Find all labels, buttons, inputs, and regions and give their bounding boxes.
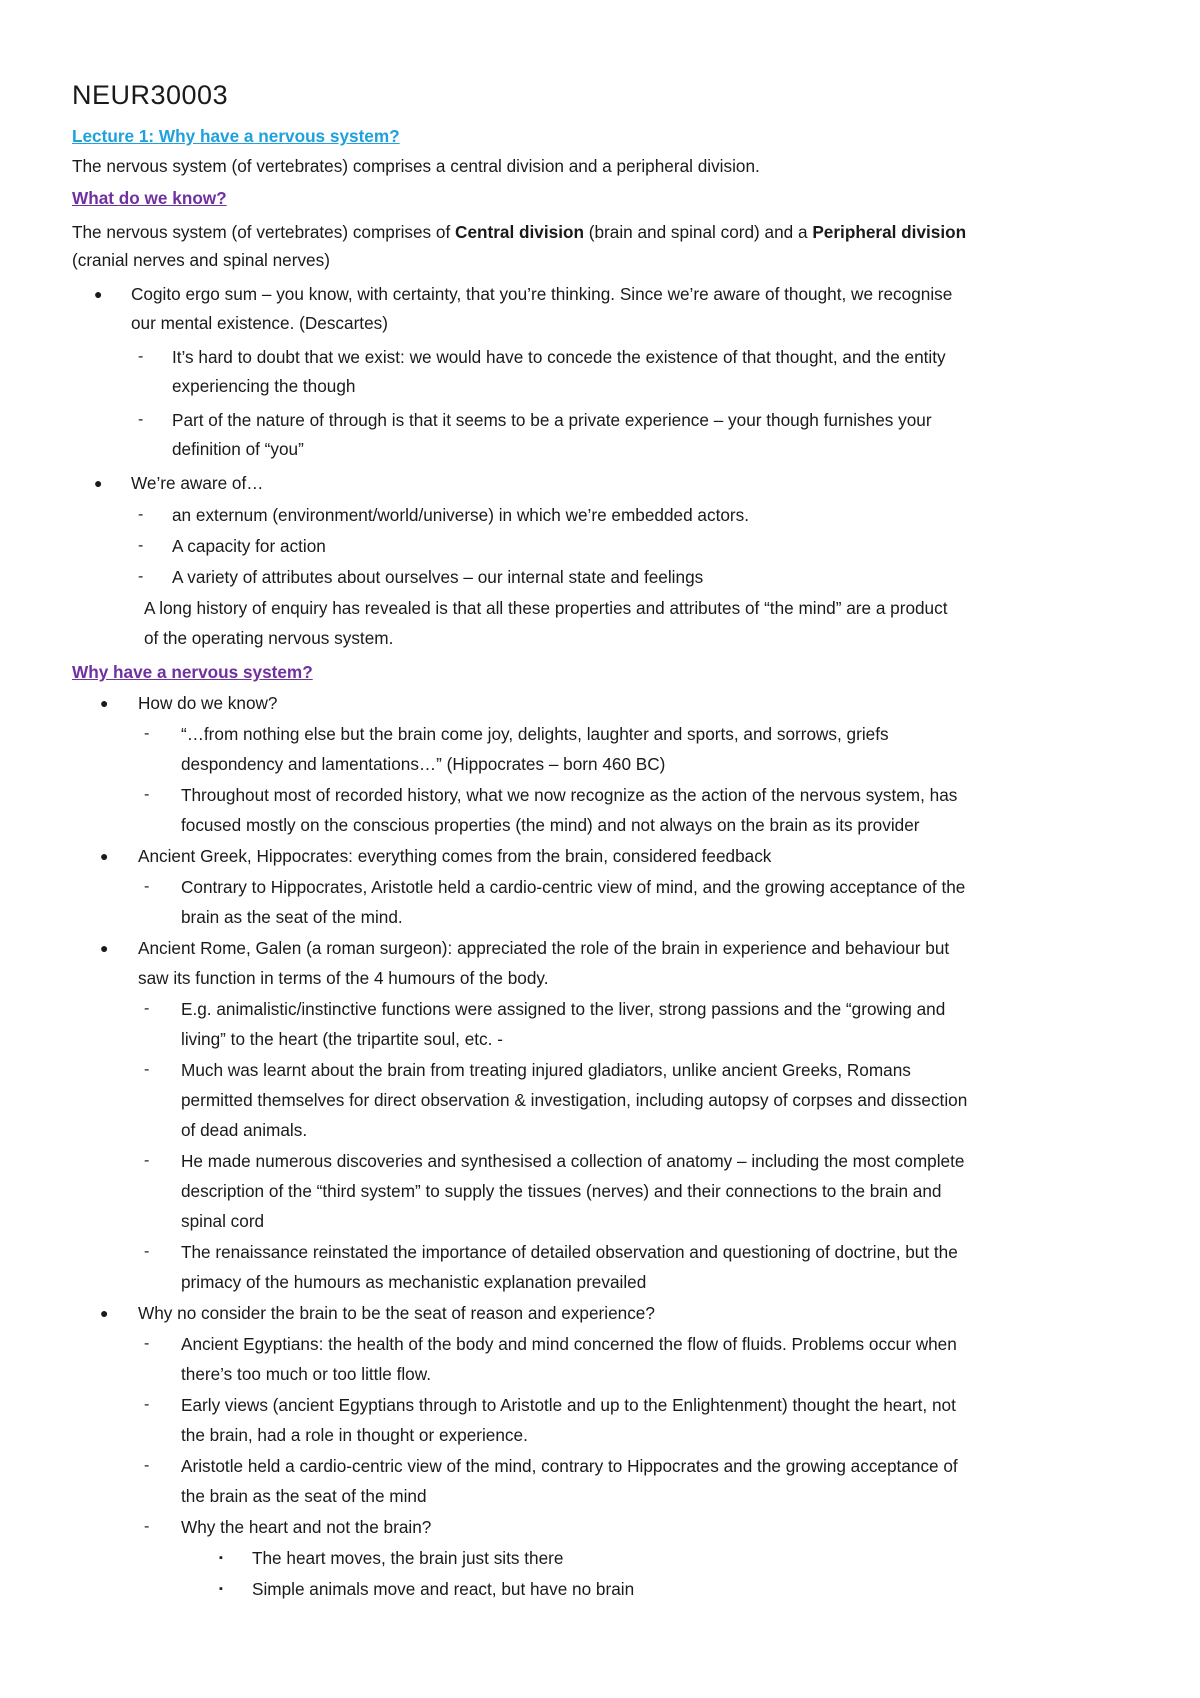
bullet-marker: ● [100,695,109,711]
dash-marker: - [138,537,144,554]
rome-sub-3-line-3: spinal cord [181,1211,265,1231]
cogito-sub-2-line-1: Part of the nature of through is that it seems to be a private experience – your though furnishes your [172,410,932,430]
seat-sub-1-line-2: there’s too much or too little flow. [181,1364,431,1384]
dash-marker: - [138,411,144,428]
aware-heading: We’re aware of… [131,473,264,493]
why-heading: Why have a nervous system? [72,662,313,682]
greek-sub-1-line-2: brain as the seat of the mind. [181,907,403,927]
rome-sub-1-line-1: E.g. animalistic/instinctive functions were assigned to the liver, strong passions and the “growing and [181,999,946,1019]
dash-marker: - [144,1518,150,1535]
square-marker: ▪ [219,1552,223,1564]
dash-marker: - [138,506,144,523]
aware-summary-line-1: A long history of enquiry has revealed is that all these properties and attributes of “the mind” are a product [144,598,948,618]
bullet-marker: ● [94,286,103,302]
bullet-marker: ● [100,1305,109,1321]
dash-marker: - [144,1243,150,1260]
cogito-sub-1-line-2: experiencing the though [172,376,356,396]
dash-marker: - [144,725,150,742]
aware-summary-line-2: of the operating nervous system. [144,628,394,648]
seat-sub-2-line-2: the brain, had a role in thought or experience. [181,1425,528,1445]
what-paragraph-line-2: (cranial nerves and spinal nerves) [72,250,330,270]
seat-sub-3-line-2: the brain as the seat of the mind [181,1486,427,1506]
seat-sub-1-line-1: Ancient Egyptians: the health of the body and mind concerned the flow of fluids. Problems occur when [181,1334,957,1354]
dash-marker: - [144,1152,150,1169]
aware-sub-2: A capacity for action [172,536,326,556]
dash-marker: - [138,568,144,585]
how-sub-2-line-2: focused mostly on the conscious properties (the mind) and not always on the brain as its provider [181,815,920,835]
rome-sub-1-line-2: living” to the heart (the tripartite soul, etc. - [181,1029,503,1049]
rome-sub-3-line-2: description of the “third system” to supply the tissues (nerves) and their connections to the brain and [181,1181,942,1201]
dash-marker: - [144,1335,150,1352]
cogito-line-1: Cogito ergo sum – you know, with certainty, that you’re thinking. Since we’re aware of thought, we recognise [131,284,953,304]
lecture-heading: Lecture 1: Why have a nervous system? [72,126,400,146]
rome-sub-4-line-1: The renaissance reinstated the importance of detailed observation and questioning of doctrine, but the [181,1242,958,1262]
rome-line-2: saw its function in terms of the 4 humours of the body. [138,968,549,988]
seat-sub-4: Why the heart and not the brain? [181,1517,432,1537]
bullet-marker: ● [100,940,109,956]
seat-sub-3-line-1: Aristotle held a cardio-centric view of the mind, contrary to Hippocrates and the growing acceptance of [181,1456,958,1476]
dash-marker: - [144,786,150,803]
dash-marker: - [144,1000,150,1017]
square-marker: ▪ [219,1583,223,1595]
what-heading: What do we know? [72,188,227,208]
aware-sub-3: A variety of attributes about ourselves – our internal state and feelings [172,567,704,587]
rome-sub-2-line-2: permitted themselves for direct observation & investigation, including autopsy of corpses and dissection [181,1090,968,1110]
bullet-marker: ● [100,848,109,864]
cogito-sub-2-line-2: definition of “you” [172,439,304,459]
intro-text: The nervous system (of vertebrates) comprises a central division and a peripheral division. [72,156,760,176]
how-sub-1-line-1: “…from nothing else but the brain come joy, delights, laughter and sports, and sorrows, griefs [181,724,889,744]
dash-marker: - [144,878,150,895]
bullet-marker: ● [94,475,103,491]
seat-subsub-2: Simple animals move and react, but have no brain [252,1579,635,1599]
what-paragraph-line-1: The nervous system (of vertebrates) comprises of Central division (brain and spinal cord) and a Peripheral division [72,222,967,242]
seat-sub-2-line-1: Early views (ancient Egyptians through to Aristotle and up to the Enlightenment) thought the heart, not [181,1395,956,1415]
dash-marker: - [138,348,144,365]
how-heading: How do we know? [138,693,278,713]
cogito-sub-1-line-1: It’s hard to doubt that we exist: we would have to concede the existence of that thought, and the entity [172,347,946,367]
how-sub-1-line-2: despondency and lamentations…” (Hippocrates – born 460 BC) [181,754,666,774]
rome-sub-4-line-2: primacy of the humours as mechanistic explanation prevailed [181,1272,647,1292]
aware-sub-1: an externum (environment/world/universe) in which we’re embedded actors. [172,505,750,525]
cogito-line-2: our mental existence. (Descartes) [131,313,388,333]
rome-sub-3-line-1: He made numerous discoveries and synthesised a collection of anatomy – including the most complete [181,1151,965,1171]
greek-heading: Ancient Greek, Hippocrates: everything comes from the brain, considered feedback [138,846,772,866]
dash-marker: - [144,1061,150,1078]
seat-subsub-1: The heart moves, the brain just sits there [252,1548,564,1568]
dash-marker: - [144,1396,150,1413]
greek-sub-1-line-1: Contrary to Hippocrates, Aristotle held a cardio-centric view of mind, and the growing acceptance of the [181,877,966,897]
rome-sub-2-line-3: of dead animals. [181,1120,308,1140]
rome-line-1: Ancient Rome, Galen (a roman surgeon): appreciated the role of the brain in experience and behaviour but [138,938,950,958]
seat-heading: Why no consider the brain to be the seat of reason and experience? [138,1303,655,1323]
document-title: NEUR30003 [72,80,229,110]
rome-sub-2-line-1: Much was learnt about the brain from treating injured gladiators, unlike ancient Greeks, Romans [181,1060,911,1080]
dash-marker: - [144,1457,150,1474]
how-sub-2-line-1: Throughout most of recorded history, what we now recognize as the action of the nervous system, has [181,785,958,805]
